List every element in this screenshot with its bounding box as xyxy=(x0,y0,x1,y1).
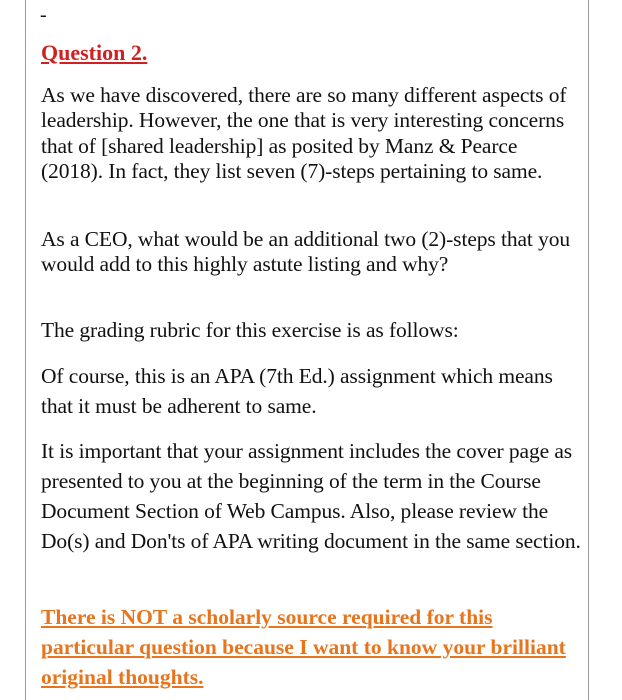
paragraph-cover-page: It is important that your assignment includes the cover page as presented to you at the beginning of the term in the Course Document Section of Web Campus. Also, please review the Do(s) and Don'ts of APA writing document in the same section. xyxy=(41,439,581,553)
paragraph-shared-leadership: As we have discovered, there are so many different aspects of leadership. However, the one that is very interesting concerns that of [shared leadership] as posited by Manz & Pearce (2018). In fact, they list seven (7)-steps pertaining to same. xyxy=(41,83,567,184)
paragraph-apa-requirement: Of course, this is an APA (7th Ed.) assignment which means that it must be adherent to same. xyxy=(41,364,553,418)
paragraph-ceo-question: As a CEO, what would be an additional two (2)-steps that you would add to this highly astute listing and why? xyxy=(41,227,571,277)
dash-mark: - xyxy=(40,4,47,26)
question-heading: Question 2. xyxy=(41,40,148,65)
scholarly-source-note: There is NOT a scholarly source required for this particular question because I want to know your brilliant original thoughts. xyxy=(41,605,566,689)
paragraph-grading-rubric: The grading rubric for this exercise is as follows: xyxy=(41,318,459,342)
